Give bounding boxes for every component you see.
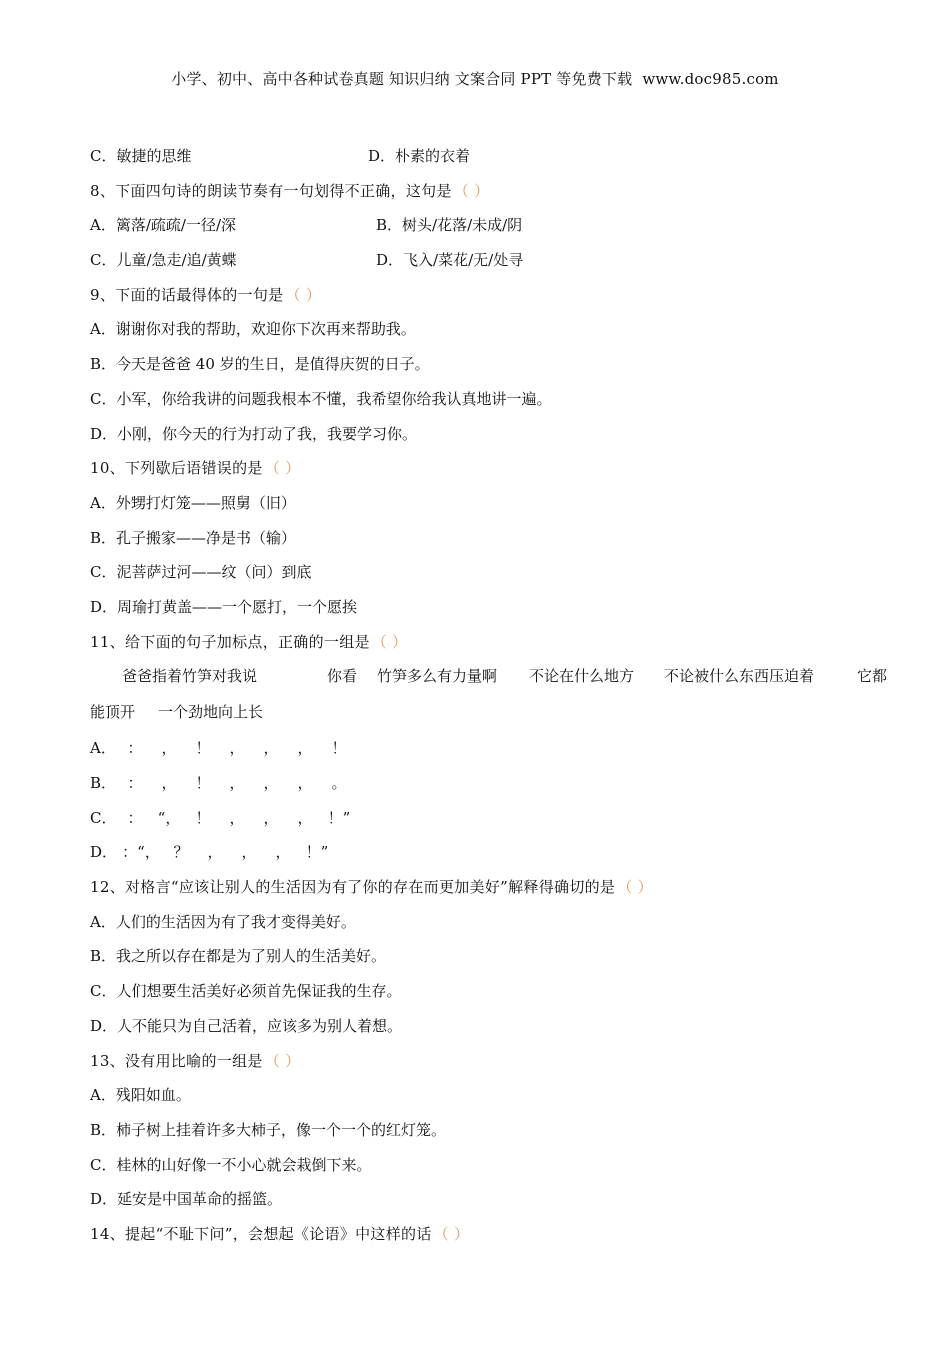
q14-answer-blank: （ ）: [433, 1224, 470, 1243]
punct-mark: “，: [157, 808, 181, 827]
q13-option-d: D．延安是中国革命的摇篮。: [90, 1190, 283, 1209]
q12-option-a: A．人们的生活因为有了我才变得美好。: [90, 912, 356, 931]
punct-mark: ：“，: [122, 843, 160, 862]
q8-option-c: C．儿童/急走/追/黄蝶: [90, 251, 237, 270]
q11-segment: 能顶开: [90, 703, 136, 722]
q12-answer-blank: （ ）: [617, 878, 653, 897]
punct-mark: ，: [263, 774, 279, 792]
q8-options-cd: [90, 247, 865, 282]
q10-answer-blank: （ ）: [264, 459, 301, 478]
q11-option-label: A．: [90, 739, 116, 758]
q13-answer-blank: （ ）: [264, 1051, 301, 1070]
q13-stem: [90, 1048, 865, 1083]
q8-option-a: A．篱落/疏疏/一径/深: [90, 216, 236, 235]
q11-segment: 竹笋多么有力量啊: [377, 667, 498, 686]
punct-mark: ：: [127, 739, 143, 758]
q8-option-d: D．飞入/菜花/无/处寻: [376, 251, 524, 270]
q8-option-b: B．树头/花落/未成/阴: [376, 216, 523, 235]
q13-option-a: A．残阳如血。: [90, 1086, 191, 1105]
q11-segment: 一个劲地向上长: [158, 703, 264, 722]
q11-segment: 它都: [857, 667, 888, 686]
q8-stem-text: 8、下面四句诗的朗读节奏有一句划得不正确，这句是: [90, 181, 452, 200]
punct-mark: ，: [275, 843, 291, 862]
q9-stem-text: 9、下面的话最得体的一句是: [90, 285, 284, 304]
punct-mark: ！: [195, 774, 211, 792]
page-header: [0, 68, 950, 89]
q9-answer-blank: （ ）: [285, 285, 322, 304]
header-text: 小学、初中、高中各种试卷真题 知识归纳 文案合同 PPT 等免费下载: [171, 70, 633, 88]
punct-mark: 。: [331, 774, 347, 792]
q9-option-b: B．今天是爸爸 40 岁的生日，是值得庆贺的日子。: [90, 355, 430, 374]
q13-option-b: B．柿子树上挂着许多大柿子，像一个一个的红灯笼。: [90, 1120, 447, 1139]
q11-sentence-line-2: [90, 699, 865, 735]
punct-mark: ，: [207, 843, 223, 862]
header-url[interactable]: www.doc985.com: [642, 70, 779, 88]
q11-option-d: [90, 839, 865, 874]
punct-mark: ，: [241, 843, 257, 862]
q11-segment: 不论被什么东西压迫着: [664, 667, 815, 686]
q13-stem-text: 13、没有用比喻的一组是: [90, 1051, 263, 1070]
document-body: [90, 143, 888, 1256]
punct-mark: ，: [297, 808, 313, 827]
q11-answer-blank: （ ）: [371, 632, 408, 651]
q11-segment: 你看: [327, 667, 358, 686]
punct-mark: ，: [229, 774, 245, 792]
q11-option-label: C．: [90, 808, 117, 827]
q11-option-c: [90, 805, 865, 840]
q11-option-label: D．: [90, 843, 118, 862]
q7-option-c: C．敏捷的思维: [90, 147, 192, 165]
q7-option-d: D．朴素的衣着: [368, 147, 471, 165]
q9-option-a: A．谢谢你对我的帮助，欢迎你下次再来帮助我。: [90, 320, 416, 339]
q10-option-a: A．外甥打灯笼——照舅（旧）: [90, 493, 296, 512]
punct-mark: ：: [127, 808, 143, 827]
q10-option-b: B．孔子搬家——净是书（输）: [90, 528, 297, 547]
q12-stem: [90, 874, 865, 909]
q13-option-c: C．桂林的山好像一不小心就会栽倒下来。: [90, 1155, 372, 1174]
punct-mark: ，: [229, 808, 245, 827]
punct-mark: ，: [297, 739, 313, 758]
q9-option-c: C．小军，你给我讲的问题我根本不懂，我希望你给我认真地讲一遍。: [90, 389, 552, 408]
q7-options-cd: [90, 143, 865, 178]
q11-segment: 不论在什么地方: [529, 667, 635, 686]
q11-option-label: B．: [90, 774, 117, 792]
punct-mark: ？: [173, 843, 189, 862]
q11-option-b: [90, 770, 865, 805]
q12-stem-text: 12、对格言“应该让别人的生活因为有了你的存在而更加美好”解释得确切的是: [90, 878, 616, 897]
punct-mark: ，: [297, 774, 313, 792]
punct-mark: ！: [195, 739, 211, 758]
punct-mark: ，: [229, 739, 245, 758]
punct-mark: ！: [195, 808, 211, 827]
q11-stem-text: 11、给下面的句子加标点，正确的一组是: [90, 632, 370, 651]
q11-stem: [90, 629, 865, 664]
punct-mark: ！: [331, 739, 347, 758]
q12-option-d: D．人不能只为自己活着，应该多为别人着想。: [90, 1016, 403, 1035]
q8-stem: [90, 178, 865, 213]
q11-segment: 爸爸指着竹笋对我说: [122, 667, 258, 686]
q9-stem: [90, 282, 865, 317]
q9-option-d: D．小刚，你今天的行为打动了我，我要学习你。: [90, 424, 418, 443]
q12-option-b: B．我之所以存在都是为了别人的生活美好。: [90, 947, 387, 966]
q12-option-c: C．人们想要生活美好必须首先保证我的生存。: [90, 982, 402, 1001]
punct-mark: ！”: [327, 808, 351, 827]
q10-option-d: D．周瑜打黄盖——一个愿打，一个愿挨: [90, 597, 358, 616]
punct-mark: ，: [263, 808, 279, 827]
q14-stem-text: 14、提起“不耻下问”，会想起《论语》中这样的话: [90, 1224, 432, 1243]
q11-sentence-line-1: [90, 663, 888, 699]
punct-mark: ，: [161, 774, 177, 792]
punct-mark: ，: [263, 739, 279, 758]
q10-stem: [90, 455, 865, 490]
q8-answer-blank: （ ）: [453, 181, 490, 200]
punct-mark: ：: [127, 774, 143, 792]
q8-options-ab: [90, 212, 865, 247]
q11-option-a: [90, 735, 865, 770]
punct-mark: ！”: [305, 843, 329, 862]
q10-stem-text: 10、下列歇后语错误的是: [90, 459, 263, 478]
q14-stem: [90, 1221, 865, 1256]
punct-mark: ，: [161, 739, 177, 758]
q10-option-c: C．泥菩萨过河——纹（问）到底: [90, 563, 312, 582]
